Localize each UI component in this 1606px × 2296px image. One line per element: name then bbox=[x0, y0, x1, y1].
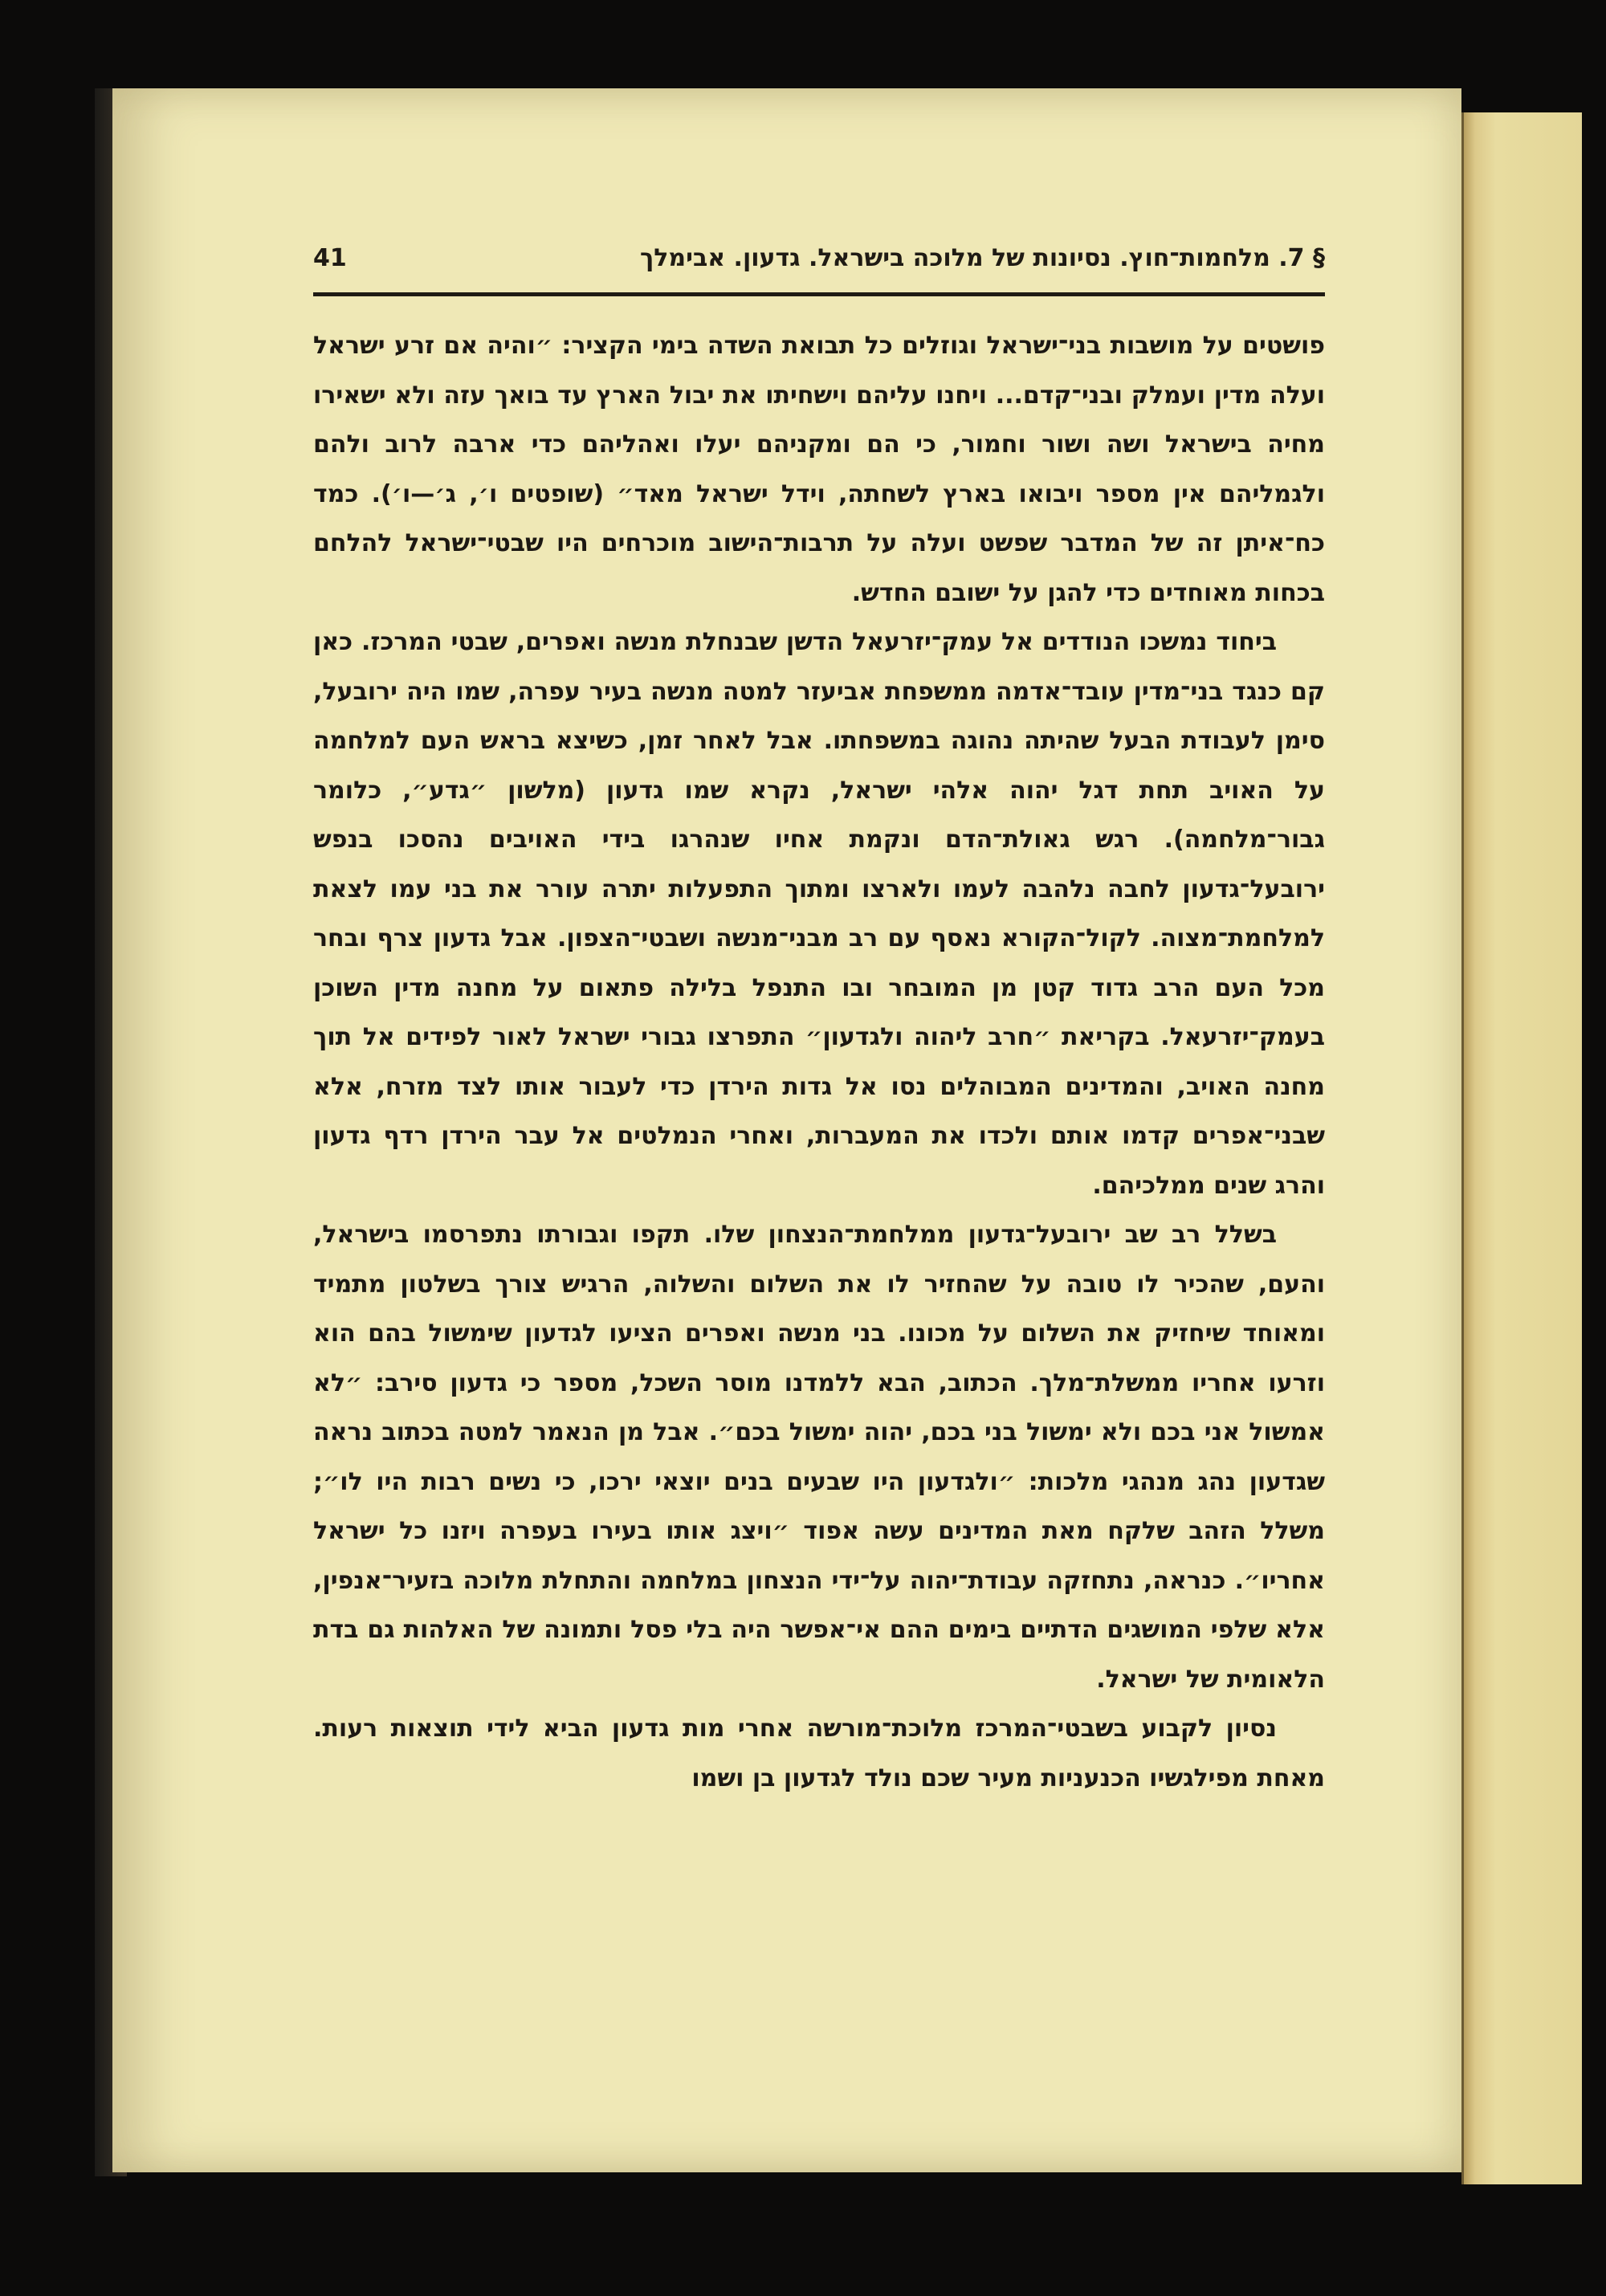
background-edge bbox=[1582, 0, 1606, 2296]
paragraph-3: בשלל רב שב ירובעל־גדעון ממלחמת־הנצחון שלו. תקפו וגבורתו נתפרסמו בישראל, והעם, שהכיר לו טובה על שהחזיר לו את השלום והשלוה, הרגיש צורך בשלטון מתמיד ומאוחד שיחזיק את השלום על מכונו. בני מנשה ואפרים הציעו לגדעון שימשול בהם הוא וזרעו אחריו ממשלת־מלך. הכתוב, הבא ללמדנו מוסר השכל, מספר כי גדעון סירב: ״לא אמשול אני בכם ולא ימשול בני בכם, יהוה ימשול בכם״. אבל מן הנאמר למטה בכתוב נראה שגדעון נהג מנהגי מלכות: ״ולגדעון היו שבעים בנים יוצאי ירכו, כי נשים רבות היו לו״; משלל הזהב שלקח מאת המדינים עשה אפוד ״ויצג אותו בעירו בעפרה ויזנו כל ישראל אחריו״. כנראה, נתחזקה עבודת־יהוה על־ידי הנצחון במלחמה והתחלת מלוכה בזעיר־אנפין, אלא שלפי המושגים הדתיים בימים ההם אי־אפשר היה בלי פסל ותמונה של האלהות גם בדת הלאומית של ישראל. bbox=[313, 1221, 1325, 1694]
paragraph-2: ביחוד נמשכו הנודדים אל עמק־יזרעאל הדשן שבנחלת מנשה ואפרים, שבטי המרכז. כאן קם כנגד בני־מדין עובד־אדמה ממשפחת אביעזר למטה מנשה בעיר עפרה, שמו היה ירובעל, סימן לעבודת הבעל שהיתה נהוגה במשפחתו. אבל לאחר זמן, כשיצא בראש העם למלחמה על האויב תחת דגל יהוה אלהי ישראל, נקרא שמו גדעון (מלשון ״גדע״, כלומר גבור־מלחמה). רגש גאולת־הדם ונקמת אחיו שנהרגו בידי האויבים נהסכו בנפש ירובעל־גדעון לחבה נלהבה לעמו ולארצו ומתוך התפעלות יתרה עורר את בני עמו לצאת למלחמת־מצוה. לקול־הקורא נאסף עם רב מבני־מנשה ושבטי־הצפון. אבל גדעון צרף ובחר מכל העם הרב גדוד קטן מן המובחר ובו התנפל בלילה פתאום על מחנה מדין השוכן בעמק־יזרעאל. בקריאת ״חרב ליהוה ולגדעון״ התפרצו גבורי ישראל לאור לפידים אל תוך מחנה האויב, והמדינים המבוהלים נסו אל גדות הירדן כדי לעבור אותו לצד מזרח, אלא שבני־אפרים קדמו אותם ולכדו את המעברות, ואחרי הנמלטים אל עבר הירדן רדף גדעון והרג שנים ממלכיהם. bbox=[313, 628, 1325, 1200]
chapter-title: § 7. מלחמות־חוץ. נסיונות של מלוכה בישראל. גדעון. אבימלך bbox=[639, 244, 1325, 272]
facing-page-edge bbox=[1461, 112, 1584, 2184]
running-header bbox=[313, 241, 1325, 296]
body-text bbox=[313, 321, 1325, 1803]
paragraph-4: נסיון לקבוע בשבטי־המרכז מלוכת־מורשה אחרי מות גדעון הביא לידי תוצאות רעות. מאחת מפילגשיו הכנעניות מעיר שכם נולד לגדעון בן ושמו bbox=[313, 1715, 1325, 1792]
paragraph-1: פושטים על מושבות בני־ישראל וגוזלים כל תבואת השדה בימי הקציר: ״והיה אם זרע ישראל ועלה מדין ועמלק ובני־קדם... ויחנו עליהם וישחיתו את יבול הארץ עד בואך עזה ולא ישאירו מחיה בישראל ושה ושור וחמור, כי הם ומקניהם יעלו ואהליהם כדי ארבה לרוב ולהם ולגמליהם אין מספר ויבואו בארץ לשחתה, וידל ישראל מאד״ (שופטים ו׳, ג׳—ו׳). כמד כח־איתן זה של המדבר שפשט ועלה על תרבות־הישוב מוכרחים היו שבטי־ישראל להלחם בכחות מאוחדים כדי להגן על ישובם החדש. bbox=[313, 332, 1325, 607]
page-number: 41 bbox=[313, 244, 347, 272]
header-rule bbox=[313, 292, 1325, 296]
